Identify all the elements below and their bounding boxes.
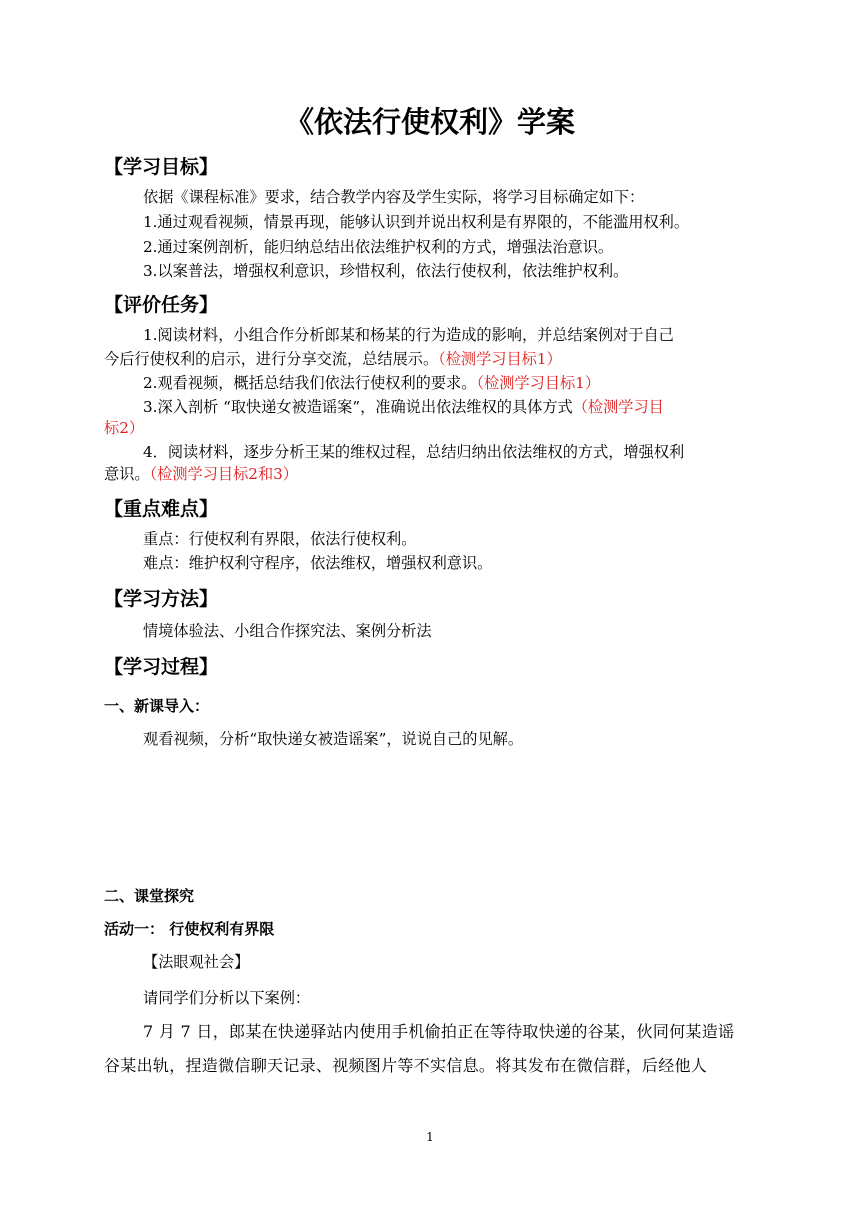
task-3-target-note-b: 标2） xyxy=(104,419,145,437)
task-2: 2.观看视频，概括总结我们依法行使权利的要求。（检测学习目标1） xyxy=(143,374,601,392)
learning-methods: 情境体验法、小组合作探究法、案例分析法 xyxy=(143,622,432,640)
task-1-target-note: （检测学习目标1） xyxy=(438,350,562,368)
heading-learning-process: 【学习过程】 xyxy=(104,656,219,678)
task-1-line-2: 今后行使权利的启示，进行分享交流，总结展示。（检测学习目标1） xyxy=(104,350,562,368)
task-1-line-1: 1.阅读材料，小组合作分析郎某和杨某的行为造成的影响，并总结案例对于自己 xyxy=(143,326,674,344)
task-4-target-note: （检测学习目标2和3） xyxy=(149,465,298,483)
subheading-law-view: 【法眼观社会】 xyxy=(143,953,250,971)
task-3-target-note-a: （检测学习目 xyxy=(572,398,664,416)
key-point: 重点：行使权利有界限，依法行使权利。 xyxy=(143,530,417,548)
heading-key-points: 【重点难点】 xyxy=(104,498,219,520)
document-title: 《依法行使权利》学案 xyxy=(284,105,575,139)
goal-item-2: 2.通过案例剖析，能归纳总结出依法维护权利的方式，增强法治意识。 xyxy=(143,238,614,256)
goals-intro: 依据《课程标准》要求，结合教学内容及学生实际，将学习目标确定如下： xyxy=(143,188,645,206)
part-2-title: 二、课堂探究 xyxy=(104,887,195,905)
heading-learning-methods: 【学习方法】 xyxy=(104,588,219,610)
goal-item-1: 1.通过观看视频，情景再现，能够认识到并说出权利是有界限的，不能滥用权利。 xyxy=(143,213,690,231)
page-number: 1 xyxy=(426,1130,434,1144)
case-text-line-1: 7 月 7 日，郎某在快递驿站内使用手机偷拍正在等待取快递的谷某，伙同何某造谣 xyxy=(143,1022,735,1041)
activity-1-title: 活动一： 行使权利有界限 xyxy=(104,920,275,938)
task-4-line-2: 意识。（检测学习目标2和3） xyxy=(104,465,298,483)
task-2-target-note: （检测学习目标1） xyxy=(476,374,601,392)
task-3-line-1: 3.深入剖析 “取快递女被造谣案”，准确说出依法维权的具体方式（检测学习目 xyxy=(143,398,664,416)
task-4-line-1: 4．阅读材料，逐步分析王某的维权过程，总结归纳出依法维权的方式，增强权利 xyxy=(143,443,685,461)
difficult-point: 难点：维护权利守程序，依法维权，增强权利意识。 xyxy=(143,554,493,572)
heading-assessment-tasks: 【评价任务】 xyxy=(104,294,219,316)
heading-learning-goals: 【学习目标】 xyxy=(104,156,219,178)
case-prompt: 请同学们分析以下案例： xyxy=(143,989,311,1007)
part-1-text: 观看视频，分析“取快递女被造谣案”，说说自己的见解。 xyxy=(143,730,524,748)
part-1-title: 一、新课导入： xyxy=(104,697,210,715)
case-text-line-2: 谷某出轨，捏造微信聊天记录、视频图片等不实信息。将其发布在微信群，后经他人 xyxy=(104,1056,708,1075)
goal-item-3: 3.以案普法，增强权利意识，珍惜权利，依法行使权利，依法维护权利。 xyxy=(143,262,629,280)
